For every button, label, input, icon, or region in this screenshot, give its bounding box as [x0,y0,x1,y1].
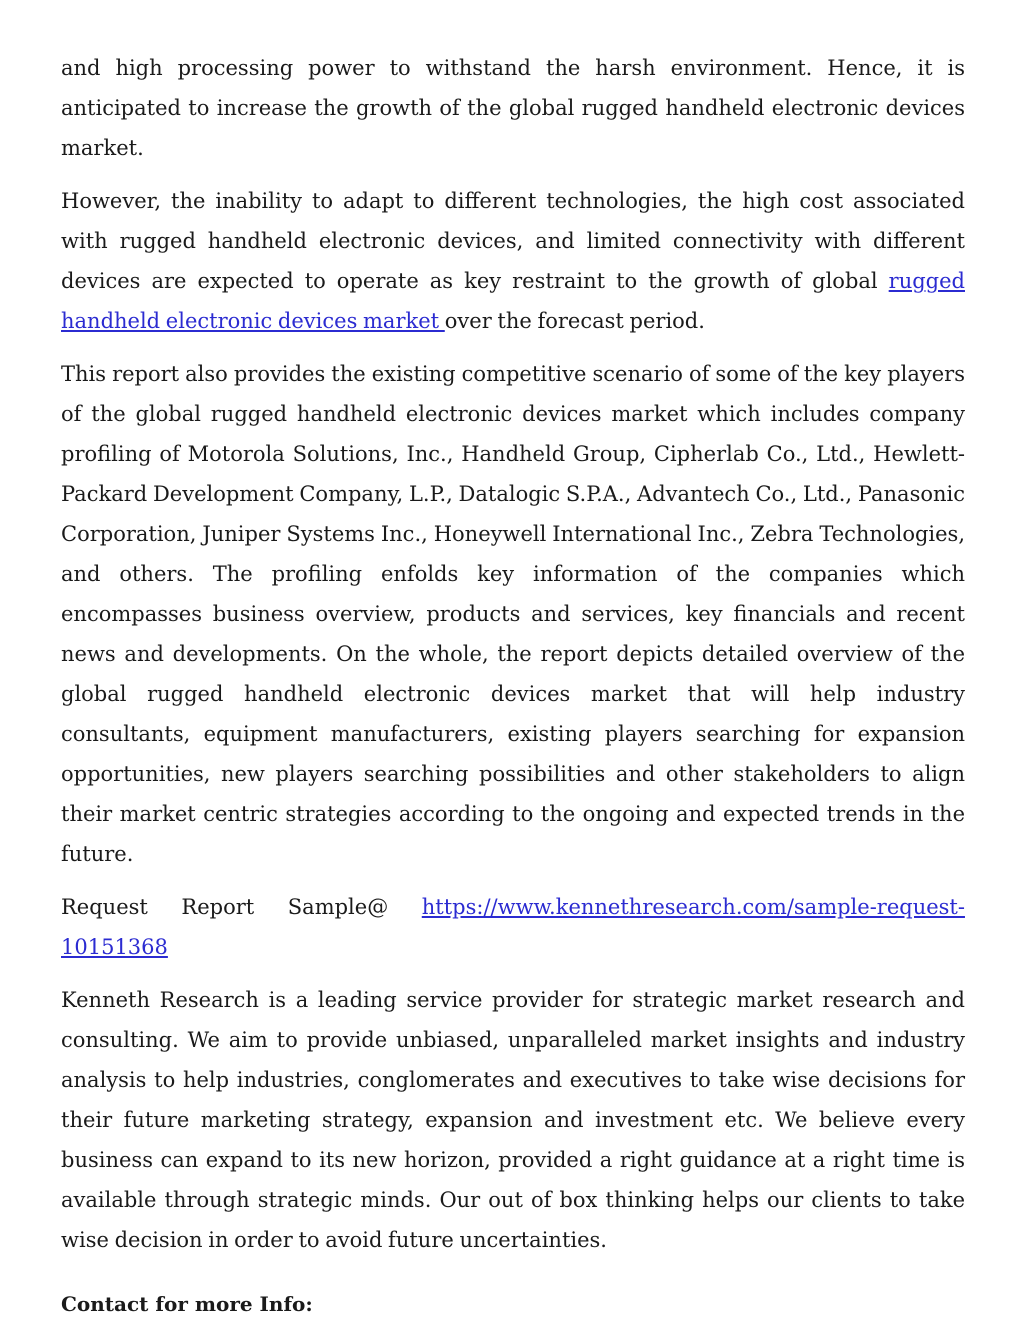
contact-heading: Contact for more Info: [61,1292,313,1316]
restraints-text-end: over the forecast period. [444,309,705,333]
paragraph-about-company: Kenneth Research is a leading service provider for strategic market research and consulting. We aim to provide unbiased, unparalleled market insights and industry analysis to help industries, conglomerates and executives to take wise decisions for their future marketing strategy, expansion and investment etc. We believe every business can expand to its new horizon, provided a right guidance at a right time is available through strategic minds. Our out of box thinking helps our clients to take wise decision in order to avoid future uncertainties. [61,988,965,1252]
restraints-text: However, the inability to adapt to different technologies, the high cost associated with rugged handheld electronic devices, and limited connectivity with different devices are expected to operate as key restraint to the growth of global [61,189,965,293]
paragraph-key-players: This report also provides the existing competitive scenario of some of the key players of the global rugged handheld electronic devices market which includes company profiling of Motorola Solutions, Inc., Handheld Group, Cipherlab Co., Ltd., Hewlett-Packard Development Company, L.P., Datalogic S.P.A., Advantech Co., Ltd., Panasonic Corporation, Juniper Systems Inc., Honeywell International Inc., Zebra Technologies, and others. The profiling enfolds key information of the companies which encompasses business overview, products and services, key financials and recent news and developments. On the whole, the report depicts detailed overview of the global rugged handheld electronic devices market that will help industry consultants, equipment manufacturers, existing players searching for expansion opportunities, new players searching possibilities and other stakeholders to align their market centric strategies according to the ongoing and expected trends in the future. [61,362,965,866]
sample-request-link[interactable]: https://www.kennethresearch.com/sample-request- [421,895,965,919]
request-sample-line [61,887,965,927]
report-word: Report [181,895,255,919]
request-sample-line-2 [61,927,965,967]
request-word: Request [61,895,148,919]
paragraph-restraints [61,181,965,341]
sample-word: Sample@ [287,895,389,919]
market-report-link[interactable]: rugged handheld electronic devices market [61,269,965,333]
sample-request-link-id[interactable]: 10151368 [61,935,168,959]
paragraph-intro: and high processing power to withstand the harsh environment. Hence, it is anticipated to increase the growth of the global rugged handheld electronic devices market. [61,56,965,160]
document-page [61,48,965,1324]
request-sample-block [61,887,965,967]
